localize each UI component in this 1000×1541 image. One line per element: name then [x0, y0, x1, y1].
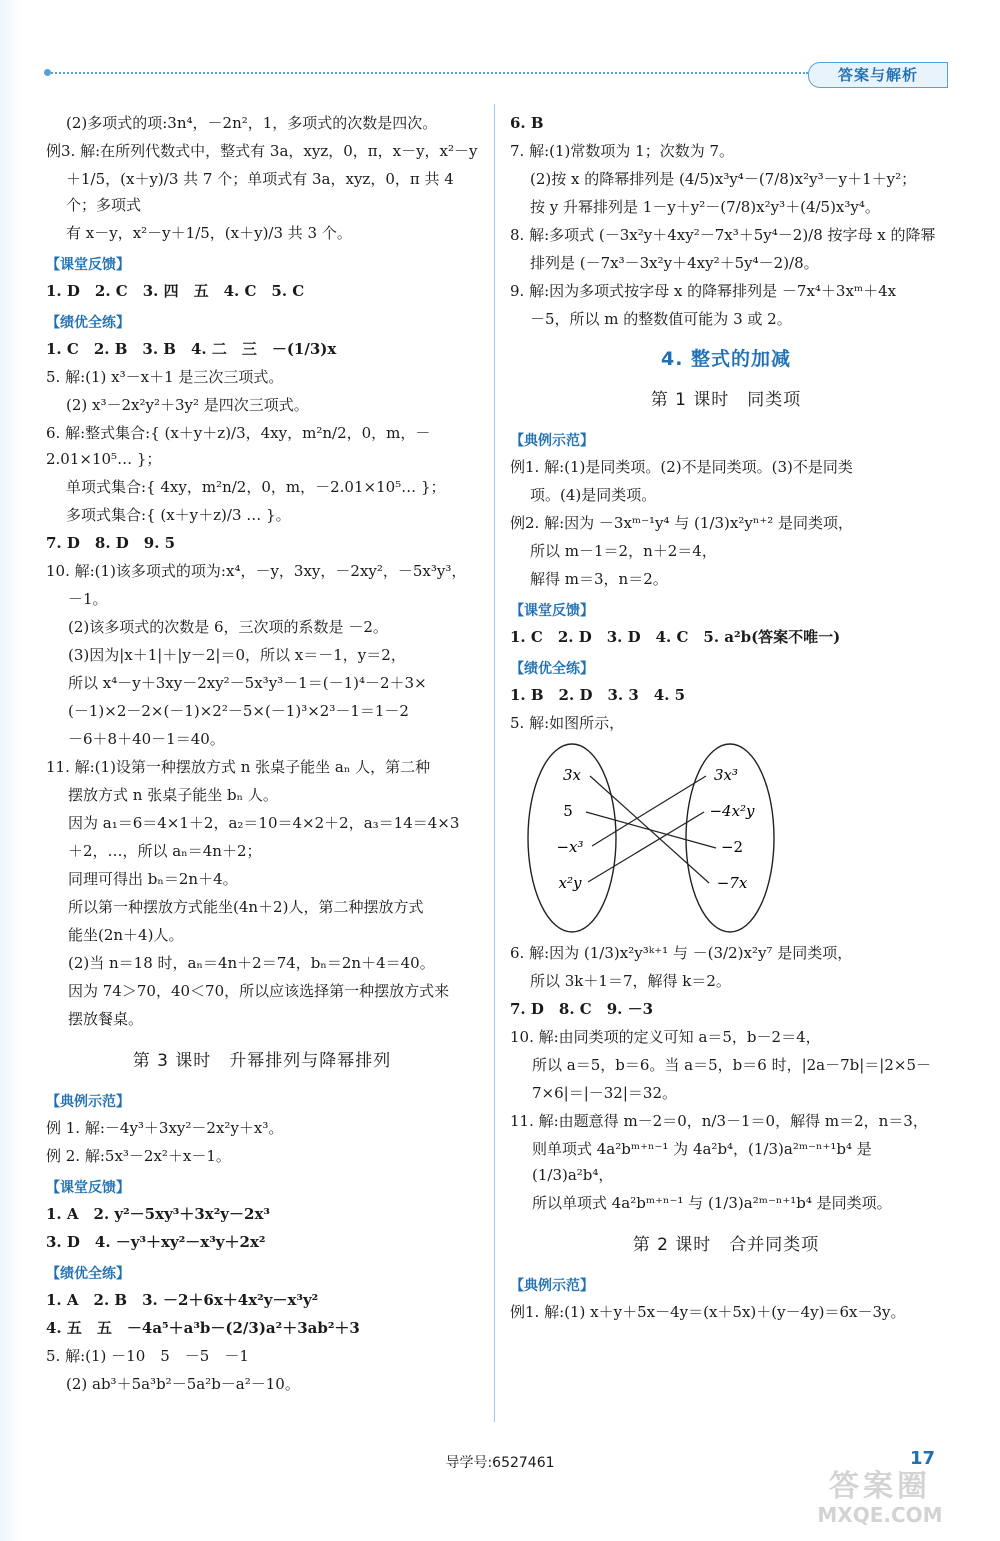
- answer-line: 10. 解:由同类项的定义可知 a＝5，b－2＝4，: [510, 1028, 821, 1046]
- answer-line: 摆放餐桌。: [68, 1010, 144, 1028]
- guide-number: 导学号:6527461: [445, 1455, 555, 1471]
- header-rule: [48, 72, 808, 74]
- answer-line: 所以单项式 4a²bᵐ⁺ⁿ⁻¹ 与 (1/3)a²ᵐ⁻ⁿ⁺¹b⁴ 是同类项。: [532, 1194, 892, 1212]
- answer-line: ＋2，…，所以 aₙ＝4n＋2；: [68, 842, 262, 860]
- answer-line: 10. 解:(1)该多项式的项为:x⁴，－y，3xy，－2xy²，－5x³y³，: [46, 562, 467, 580]
- left-column: [46, 110, 478, 1399]
- answer-line: 7. D 8. C 9. －3: [510, 1000, 654, 1018]
- right-term: −2: [720, 838, 744, 856]
- page-number: 17: [910, 1448, 936, 1469]
- answer-line: 11. 解:(1)设第一种摆放方式 n 张桌子能坐 aₙ 人，第二种: [46, 758, 431, 776]
- right-column: [510, 110, 942, 1327]
- answer-line: 7×6|＝|－32|＝32。: [532, 1084, 677, 1102]
- answer-line: 11. 解:由题意得 m－2＝0，n/3－1＝0，解得 m＝2，n＝3，: [510, 1112, 928, 1130]
- like-terms-matching-diagram: [526, 742, 776, 934]
- answer-line: 1. C 2. D 3. D 4. C 5. a²b(答案不唯一): [510, 628, 841, 646]
- answer-line: 摆放方式 n 张桌子能坐 bₙ 人。: [68, 786, 278, 804]
- answer-line: 3. D 4. －y³＋xy²－x³y＋2x²: [46, 1233, 266, 1251]
- left-term: 5: [563, 802, 573, 820]
- answer-line: (2)按 x 的降幂排列是 (4/5)x³y⁴－(7/8)x²y³－y＋1＋y²；: [530, 170, 917, 188]
- left-margin-band: [0, 0, 22, 1541]
- answer-line: 7. 解:(1)常数项为 1；次数为 7。: [510, 142, 735, 160]
- answer-line: 6. 解:因为 (1/3)x²y³ᵏ⁺¹ 与 －(3/2)x²y⁷ 是同类项，: [510, 944, 853, 962]
- answer-line: (2)多项式的项:3n⁴，－2n²，1，多项式的次数是四次。: [66, 114, 438, 132]
- section-tag-examples: 【典例示范】: [46, 1094, 130, 1110]
- answer-line: 所以 x⁴－y＋3xy－2xy²－5x³y³－1＝(－1)⁴－2＋3×: [68, 674, 427, 692]
- watermark-line: 答案圈: [829, 1469, 931, 1504]
- answer-line: 例 1. 解:－4y³＋3xy²－2x²y＋x³。: [46, 1119, 284, 1137]
- right-term: −7x: [716, 874, 748, 892]
- answer-line: 则单项式 4a²bᵐ⁺ⁿ⁻¹ 为 4a²b⁴，(1/3)a²ᵐ⁻ⁿ⁺¹b⁴ 是 (1/3)a²b⁴，: [532, 1140, 872, 1184]
- answer-line: 所以 m－1＝2，n＋2＝4，: [530, 542, 717, 560]
- answer-line: 5. 解:(1) x³－x＋1 是三次三项式。: [46, 368, 284, 386]
- answer-line: 5. 解:(1) －10 5 －5 －1: [46, 1347, 249, 1365]
- answer-line: 1. D 2. C 3. 四 五 4. C 5. C: [46, 282, 305, 300]
- answer-line: (2)该多项式的次数是 6，三次项的系数是 －2。: [68, 618, 388, 636]
- answer-line: 5. 解:如图所示，: [510, 714, 625, 732]
- lesson-title: 第 2 课时 合并同类项: [632, 1235, 820, 1255]
- answer-line: 9. 解:因为多项式按字母 x 的降幂排列是 －7x⁴＋3xᵐ＋4x: [510, 282, 897, 300]
- answer-line: 1. C 2. B 3. B 4. 二 三 －(1/3)x: [46, 340, 337, 358]
- section-tag-practice: 【绩优全练】: [46, 315, 130, 331]
- answer-line: 解得 m＝3，n＝2。: [530, 570, 668, 588]
- answer-line: 8. 解:多项式 (－3x²y＋4xy²－7x³＋5y⁴－2)/8 按字母 x 的降幂: [510, 226, 936, 244]
- match-line: [586, 812, 716, 848]
- answer-line: 按 y 升幂排列是 1－y＋y²－(7/8)x²y³＋(4/5)x³y⁴。: [530, 198, 880, 216]
- answer-line: 例1. 解:(1)是同类项。(2)不是同类项。(3)不是同类: [510, 458, 853, 476]
- answer-line: 因为 a₁＝6＝4×1＋2，a₂＝10＝4×2＋2，a₃＝14＝4×3: [68, 814, 460, 832]
- answer-line: 所以第一种摆放方式能坐(4n＋2)人，第二种摆放方式: [68, 898, 424, 916]
- answer-line: 所以 3k＋1＝7，解得 k＝2。: [530, 972, 731, 990]
- answer-line: 所以 a＝5，b＝6。当 a＝5，b＝6 时，|2a－7b|＝|2×5－: [532, 1056, 932, 1074]
- answer-line: 6. 解:整式集合:{ (x＋y＋z)/3，4xy，m²n/2，0，m，－2.01×10⁵… }；: [46, 424, 431, 468]
- section-tag-practice: 【绩优全练】: [46, 1266, 130, 1282]
- answer-line: 6. B: [510, 114, 544, 132]
- watermark: [780, 1470, 980, 1530]
- answer-line: －6＋8＋40－1＝40。: [68, 730, 225, 748]
- answer-line: 1. A 2. y²－5xy³＋3x²y－2x³: [46, 1205, 270, 1223]
- answer-line: (3)因为|x＋1|＋|y－2|＝0，所以 x＝－1，y＝2，: [68, 646, 406, 664]
- answer-line: 项。(4)是同类项。: [530, 486, 657, 504]
- answer-line: 多项式集合:{ (x＋y＋z)/3 … }。: [66, 506, 291, 524]
- answer-line: 同理可得出 bₙ＝2n＋4。: [68, 870, 238, 888]
- answer-line: 例2. 解:因为 －3xᵐ⁻¹y⁴ 与 (1/3)x²yⁿ⁺² 是同类项，: [510, 514, 854, 532]
- answer-line: ＋1/5，(x＋y)/3 共 7 个；单项式有 3a，xyz，0，π 共 4 个；多项式: [66, 170, 454, 214]
- answer-line: 例 2. 解:5x³－2x²＋x－1。: [46, 1147, 231, 1165]
- section-tag-feedback: 【课堂反馈】: [46, 257, 130, 273]
- header-tag: 答案与解析: [808, 62, 948, 88]
- left-term: 3x: [562, 766, 582, 784]
- answer-line: 因为 74＞70，40＜70，所以应该选择第一种摆放方式来: [68, 982, 450, 1000]
- answer-line: 有 x－y，x²－y＋1/5，(x＋y)/3 共 3 个。: [66, 224, 352, 242]
- answer-line: 例1. 解:(1) x＋y＋5x－4y＝(x＋5x)＋(y－4y)＝6x－3y。: [510, 1303, 906, 1321]
- right-term: 3x³: [713, 766, 739, 784]
- answer-line: 能坐(2n＋4)人。: [68, 926, 184, 944]
- section-tag-practice: 【绩优全练】: [510, 661, 594, 677]
- section-tag-feedback: 【课堂反馈】: [46, 1180, 130, 1196]
- answer-line: 4. 五 五 －4a⁵＋a³b－(2/3)a²＋3ab²＋3: [46, 1319, 360, 1337]
- answer-line: 单项式集合:{ 4xy，m²n/2，0，m，－2.01×10⁵… }；: [66, 478, 446, 496]
- lesson-title: 第 3 课时 升幂排列与降幂排列: [132, 1051, 392, 1071]
- left-term: x²y: [558, 874, 582, 892]
- column-divider: [494, 104, 495, 1422]
- section-tag-feedback: 【课堂反馈】: [510, 603, 594, 619]
- answer-line: 7. D 8. D 9. 5: [46, 534, 176, 552]
- answer-line: 排列是 (－7x³－3x²y＋4xy²＋5y⁴－2)/8。: [530, 254, 819, 272]
- answer-line: (2) ab³＋5a³b²－5a²b－a²－10。: [66, 1375, 300, 1393]
- answer-line: 1. A 2. B 3. －2＋6x＋4x²y－x³y²: [46, 1291, 319, 1309]
- section-tag-examples: 【典例示范】: [510, 433, 594, 449]
- section-title: 4. 整式的加减: [660, 348, 792, 370]
- right-term: −4x²y: [709, 802, 755, 820]
- left-term: −x³: [556, 838, 584, 856]
- section-tag-examples: 【典例示范】: [510, 1278, 594, 1294]
- lesson-title: 第 1 课时 同类项: [650, 390, 802, 410]
- answer-line: 例3. 解:在所列代数式中，整式有 3a，xyz，0，π，x－y，x²－y: [46, 142, 478, 160]
- answer-line: －5，所以 m 的整数值可能为 3 或 2。: [530, 310, 792, 328]
- watermark-line: MXQE.COM: [817, 1503, 943, 1527]
- answer-line: 1. B 2. D 3. 3 4. 5: [510, 686, 686, 704]
- answer-line: (2) x³－2x²y²＋3y² 是四次三项式。: [66, 396, 309, 414]
- answer-line: (2)当 n＝18 时，aₙ＝4n＋2＝74，bₙ＝2n＋4＝40。: [68, 954, 435, 972]
- answer-line: (－1)×2－2×(－1)×2²－5×(－1)³×2³－1＝1－2: [68, 702, 409, 720]
- answer-line: －1。: [68, 590, 108, 608]
